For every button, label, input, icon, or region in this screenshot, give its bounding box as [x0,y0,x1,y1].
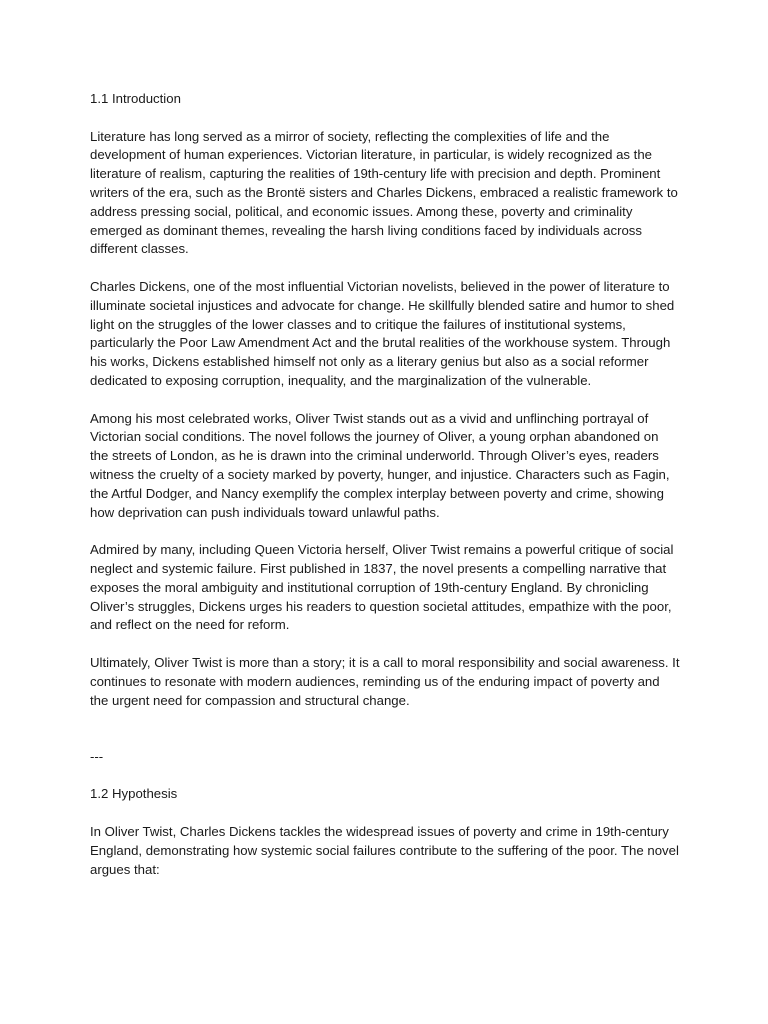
blank-line [90,729,680,748]
document-page [90,90,680,898]
section-heading-hypothesis: 1.2 Hypothesis [90,786,178,802]
paragraph-intro-3: Among his most celebrated works, Oliver Twist stands out as a vivid and unflinching portrayal of Victorian social conditions. The novel follows the journey of Oliver, a young orphan abandoned on the streets of London, as he is drawn into the criminal underworld. Through Oliver’s eyes, readers witness the cruelty of a society marked by poverty, hunger, and injustice. Characters such as Fagin, the Artful Dodger, and Nancy exemplify the complex interplay between poverty and crime, showing how deprivation can push individuals toward unlawful paths. [90,410,670,520]
paragraph-intro-4: Admired by many, including Queen Victoria herself, Oliver Twist remains a powerful critique of social neglect and systemic failure. First published in 1837, the novel presents a compelling narrative that exposes the moral ambiguity and institutional corruption of 19th-century England. By chronicling Oliver’s struggles, Dickens urges his readers to question societal attitudes, empathize with the poor, and reflect on the need for reform. [90,542,674,633]
paragraph-intro-2: Charles Dickens, one of the most influential Victorian novelists, believed in the power of literature to illuminate societal injustices and advocate for change. He skillfully blended satire and humor to shed light on the struggles of the lower classes and to critique the failures of institutional systems, particularly the Poor Law Amendment Act and the brutal realities of the workhouse system. Through his works, Dickens established himself not only as a literary genius but also as a social reformer dedicated to exposing corruption, inequality, and the marginalization of the vulnerable. [90,278,675,388]
section-separator: --- [90,748,104,764]
paragraph-intro-1: Literature has long served as a mirror of society, reflecting the complexities of life and the development of human experiences. Victorian literature, in particular, is widely recognized as the literature of realism, capturing the realities of 19th-century life with precision and depth. Prominent writers of the era, such as the Brontë sisters and Charles Dickens, embraced a realistic framework to address pressing social, political, and economic issues. Among these, poverty and criminality emerged as dominant themes, revealing the harsh living conditions faced by individuals across different classes. [90,128,678,257]
paragraph-intro-5: Ultimately, Oliver Twist is more than a story; it is a call to moral responsibility and social awareness. It continues to resonate with modern audiences, reminding us of the enduring impact of poverty and the urgent need for compassion and structural change. [90,654,680,708]
section-heading-introduction: 1.1 Introduction [90,91,181,106]
paragraph-hypothesis-1: In Oliver Twist, Charles Dickens tackles the widespread issues of poverty and crime in 19th-century England, demonstrating how systemic social failures contribute to the suffering of the poor. The novel argues that: [90,824,679,877]
